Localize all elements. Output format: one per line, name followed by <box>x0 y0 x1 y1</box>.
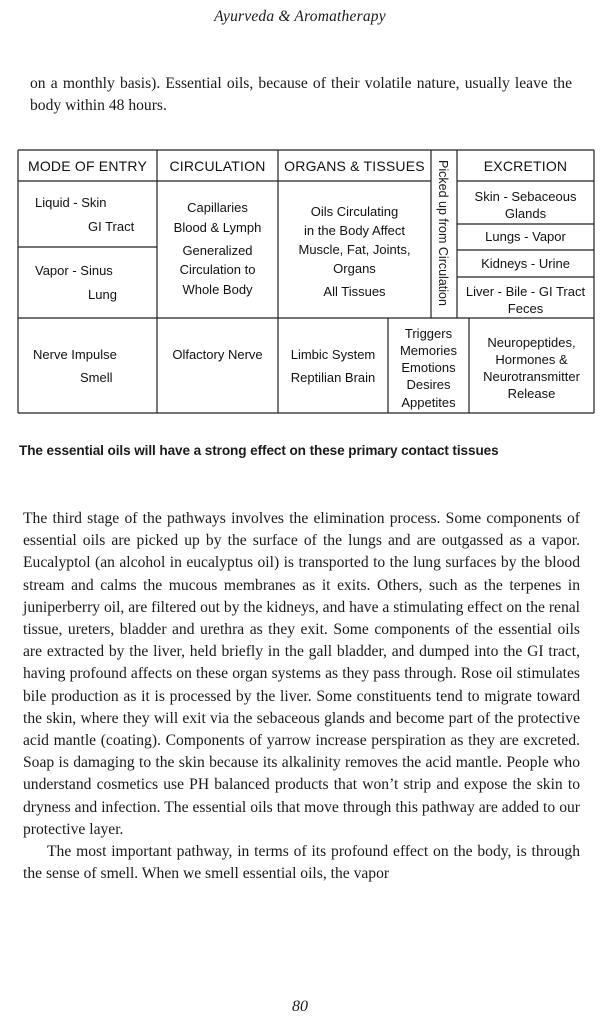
organs-line3: Muscle, Fat, Joints, <box>298 242 411 257</box>
excretion-kidneys: Kidneys - Urine <box>481 256 570 271</box>
mode-vapor-line1: Vapor - Sinus <box>35 263 113 278</box>
triggers-line5: Appetites <box>401 395 456 410</box>
circulation-line2: Blood & Lymph <box>173 220 262 235</box>
running-head: Ayurveda & Aromatherapy <box>214 8 386 25</box>
triggers-line1: Triggers <box>404 326 453 341</box>
triggers-line3: Emotions <box>401 360 456 375</box>
excretion-liver-line2: Feces <box>507 301 544 316</box>
body-text <box>23 508 580 885</box>
mode-nerve-line1: Nerve Impulse <box>33 347 117 362</box>
circulation-line4: Circulation to <box>179 262 256 277</box>
table-caption: The essential oils will have a strong effect on these primary contact tissues <box>19 443 499 458</box>
organs-line1: Oils Circulating <box>310 204 399 219</box>
excretion-neuro-line4: Release <box>507 386 556 401</box>
header-circulation: CIRCULATION <box>169 158 266 174</box>
header-organs-tissues: ORGANS & TISSUES <box>284 158 425 174</box>
intro-text: on a monthly basis). Essential oils, because of their volatile nature, usually leave the body within 48 hours. <box>30 75 572 115</box>
mode-liquid-line1: Liquid - Skin <box>35 195 107 210</box>
page-number: 80 <box>292 998 308 1015</box>
circulation-line3: Generalized <box>182 243 253 258</box>
excretion-neuro-line2: Hormones & <box>495 352 568 367</box>
organs-line2: in the Body Affect <box>304 223 405 238</box>
organs-limbic-line1: Limbic System <box>290 347 376 362</box>
circulation-olfactory-nerve: Olfactory Nerve <box>172 347 263 362</box>
body-paragraph-1: The third stage of the pathways involves the elimination process. Some components of essential oils are picked up by the surface of the lungs and are outgassed as a vapor. Eucalyptol (an alcohol in eucalyptus oil) is transported to the lung surfaces by the blood stream and calms the mucous membranes as it exits. Others, such as the terpenes in juniperberry oil, are filtered out by the kidneys, and have a stimulating effect on the renal tissue, ureters, bladder and urethra as they exit. Some components of the essential oils are extracted by the liver, held briefly in the gall bladder, and dumped into the GI tract, having profound affects on these organ systems as they pass through. Rose oil stimulates bile production as it is processed by the liver. Some constituents tend to migrate toward the skin, where they will exit via the sebaceous glands and become part of the protective acid mantle (coating). Components of yarrow increase perspiration as they are excreted. Soap is damaging to the skin because its alkalinity removes the acid mantle. People who understand cosmetics use PH balanced products that won’t strip and expose the skin to dryness and infection. The essential oils that move through this pathway are added to our protective layer. <box>23 510 580 838</box>
intro-paragraph <box>30 73 572 117</box>
header-picked-up-from-circulation: Picked up from Circulation <box>436 160 450 306</box>
excretion-skin-line2: Glands <box>504 206 547 221</box>
excretion-skin-line1: Skin - Sebaceous <box>474 189 577 204</box>
header-mode-of-entry: MODE OF ENTRY <box>27 158 148 174</box>
excretion-neuro-line1: Neuropeptides, <box>487 335 576 350</box>
mode-vapor-line2: Lung <box>88 287 117 302</box>
body-paragraph-2: The most important pathway, in terms of its profound effect on the body, is through the sense of smell. When we smell essential oils, the vapor <box>23 843 580 883</box>
mode-liquid-line2: GI Tract <box>88 219 135 234</box>
triggers-line2: Memories <box>399 343 458 358</box>
triggers-line4: Desires <box>406 377 451 392</box>
organs-line5: All Tissues <box>323 284 386 299</box>
circulation-line1: Capillaries <box>187 200 248 215</box>
circulation-line5: Whole Body <box>182 282 253 297</box>
organs-limbic-line2: Reptilian Brain <box>290 370 376 385</box>
mode-nerve-line2: Smell <box>80 370 113 385</box>
excretion-liver-line1: Liver - Bile - GI Tract <box>465 284 586 299</box>
excretion-lungs: Lungs - Vapor <box>485 229 566 244</box>
excretion-neuro-line3: Neurotransmitter <box>483 369 580 384</box>
header-excretion: EXCRETION <box>483 158 568 174</box>
organs-line4: Organs <box>333 261 376 276</box>
